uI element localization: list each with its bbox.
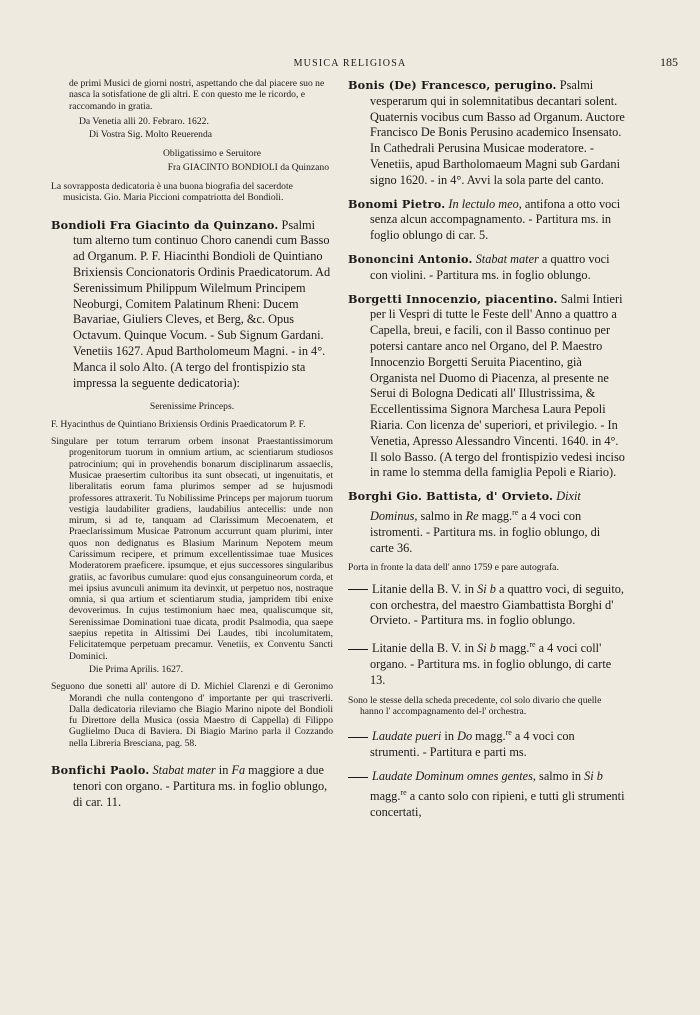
entry-heading: Borghi Gio. Battista, d' Orvieto. <box>348 489 554 504</box>
entry-heading: Borgetti Innocenzio, piacentino. <box>348 291 558 306</box>
entry-heading: Bondioli Fra Giacinto da Quinzano. <box>51 217 279 232</box>
dedication-author: F. Hyacinthus de Quintiano Brixiensis Ordinis Praedicatorum P. F. <box>51 418 306 430</box>
entry-heading: Bononcini Antonio. <box>348 251 473 266</box>
work-key: Si b <box>477 581 496 596</box>
letter-salutation: Di Vostra Sig. Molto Reuerenda <box>89 129 213 141</box>
biography-note: La sovrapposta dedicatoria è una buona biografia del sacerdote musicista. Gio. Maria Piccioni compatriotta del Bondioli. <box>51 181 293 204</box>
ditto-dash <box>348 589 368 590</box>
dedication-latin: Singulare per totum terrarum orbem insonat Praestantissimorum progenitorum tuorum in omnium artium, ac scientiarum studiosos patrocinium; qui in provehendis bonarum disciplinarum assaeclis, Musicae praesertim cultoribus ita sunt obsecati, ut ingenuitatis, et liberalitatis eorum fama plurimos semper ad se hujusmodi professores attraxerit. Tu Nobilissime Princeps per majorum tuorum vestigia laudabiliter gradiens, laudabilius antecellis: unde non mirum, si ad te, tanquam ad Clarissimum Mecoenatem, et Praeclarissimum Musicae Patronum accurrunt quam plurimi, inter quos non dedignatus es Blasium Marinum Nepotem meum Carissimum recipere, et primum excellentissimae tuae Musices Moderatorem praeficere. ipsumque, et ejus successores singularibus gratiis, ac favoribus cumulare: quod ejus consanguineorum corda, et mei ipsius avunculi animum ita devinxit, ut perpetuo nos, nostraque omnia, si qua artium et scientiarum studia, jampridem tibi enixe devoverimus. In cujus testimonium haec mea, qualiscumque sit, Serenissimae Dominationi tuae dicata, prodit Psalmodia, qua saepe saepius repetita in Altissimi Dei Laudes, tibi incolumitatem, Felicitatemque perpetuam precamur. Venetiis, ex Conventu Sancti Dominici. <box>51 436 333 662</box>
superscript: re <box>529 640 536 650</box>
dedication-date: Die Prima Aprilis. 1627. <box>89 663 184 675</box>
left-column <box>51 78 333 810</box>
work-key: Re <box>465 509 479 524</box>
sonnets-note: Seguono due sonetti all' autore di D. Michiel Clarenzi e di Geronimo Morandi che nulla contengono d' importante per qui trascriverli. Dalla dedicatoria rileviamo che Biagio Marino nipote del Bondioli fu Direttore della Musica (ossia Maestro di Cappella) di Filippo Guglielmo Duca di Baviera. Di Biagio Marino parla il Cozzando nella Libreria Bresciana, pag. 58. <box>51 681 333 749</box>
right-column <box>348 78 626 820</box>
entry-text: Salmi Intieri per li Vespri di tutte le Feste dell' Anno a quattro a Capella, breui, e facili, con il Basso continuo per potersi cantare anco nel Organo, del P. Maestro Innocenzio Borgetti Seruita Piacentino, già Organista nel Duomo di Piacenza, al presente ne Serui di Bologna Dedicati all' Illustrissima, & Eccellentissima Signora Marchesa Laura Pepoli Riaria. Con licenza de' superiori, et privilegio. - In Venetia, Apresso Alessandro Vincenti. 1640. in 4°. Il solo Basso. (A tergo del frontispizio vedesi inciso in rame lo stemma della famiglia Pepoli e Riario). <box>370 291 625 480</box>
orchestra-note: Sono le stesse della scheda precedente, col solo divario che quelle hanno l' accompagnamento del-l' orchestra. <box>348 694 602 717</box>
entry-text: a canto solo con ripieni, e tutti gli strumenti concertati, <box>370 788 625 819</box>
entry-text: a 4 voci con istromenti. - Partitura ms. in foglio oblungo, di carte 36. <box>370 509 601 555</box>
entry-text: antifona a otto voci senza alcun accompagnamento. - Partitura ms. in foglio oblungo di car. 5. <box>370 196 621 243</box>
entry-heading: Bonfichi Paolo. <box>51 763 150 778</box>
dedication-salutation: Serenissime Princeps. <box>149 401 235 413</box>
work-key: Fa <box>231 763 246 778</box>
entry-bononcini <box>348 252 626 284</box>
entry-text: Litanie della B. V. in <box>372 581 478 596</box>
work-title: Laudate pueri <box>372 729 442 744</box>
work-key: Do <box>457 729 473 744</box>
ditto-dash <box>348 777 368 778</box>
entry-text: a quattro voci, di seguito, con orchestra, del maestro Giambattista Borghi d' Orvieto. - Partitura ms. in foglio oblungo. <box>370 581 624 628</box>
entry-text: magg. <box>478 509 513 524</box>
entry-bonis <box>348 78 626 189</box>
work-key: Si b <box>477 641 496 656</box>
entry-litanie-1 <box>348 582 626 629</box>
entry-bondioli <box>51 218 333 392</box>
entry-text: in <box>215 763 232 778</box>
entry-text: magg. <box>472 729 506 744</box>
running-header: MUSICA RELIGIOSA <box>293 58 407 69</box>
entry-bonomi <box>348 197 626 244</box>
ditto-dash <box>348 737 368 738</box>
letter-intro: de primi Musici de giorni nostri, aspettando che dal piacere suo ne nasca la sotisfatione de gli altri. E con questo me le ricordo, e raccomando in gratia. <box>69 78 325 112</box>
autograph-note: Porta in fronte la data dell' anno 1759 e pare autografa. <box>348 562 559 574</box>
entry-text: magg. <box>495 641 530 656</box>
entry-text: magg. <box>370 788 401 803</box>
entry-text: salmo in <box>535 768 585 783</box>
superscript: re <box>400 787 407 797</box>
letter-date: Da Venetia alli 20. Febraro. 1622. <box>79 115 209 127</box>
letter-signature: Fra GIACINTO BONDIOLI da Quinzano <box>167 161 329 173</box>
entry-text: Psalmi vesperarum qui in solemnitatibus decantari solent. Quaternis vocibus cum Basso ad Organum. Auctore Francisco De Bonis Perusino academico Insensato. In Cathedrali Perusina Musicae moderatore. - Venetiis, apud Bartholomaeum Magni sub Gardani signo 1620. - in 4°. Avvi la sola parte del canto. <box>370 78 625 187</box>
entry-bonfichi <box>51 763 333 810</box>
entry-text: salmo in <box>417 509 466 524</box>
work-title: In lectulo meo, <box>448 196 522 211</box>
entry-text: a 4 voci coll' organo. - Partitura ms. in foglio oblungo, di carte 13. <box>370 641 612 687</box>
ditto-dash <box>348 649 368 650</box>
entry-laudate-pueri <box>348 725 626 761</box>
work-title: Stabat mater <box>152 763 216 778</box>
work-title: Dixit Dominus, <box>370 489 581 524</box>
superscript: re <box>512 507 519 517</box>
page-number: 185 <box>660 55 678 69</box>
entry-text: in <box>441 729 458 744</box>
entry-borghi <box>348 489 626 556</box>
entry-text: a quattro voci con violini. - Partitura ms. in foglio oblungo. <box>370 251 610 282</box>
work-key: Si b <box>584 768 603 783</box>
entry-text: a 4 voci con strumenti. - Partitura e parti ms. <box>370 729 575 760</box>
superscript: re <box>505 728 512 738</box>
entry-text: maggiore a due tenori con organo. - Partitura ms. in foglio oblungo, di car. 11. <box>73 763 328 809</box>
entry-text: Psalmi tum alterno tum continuo Choro canendi cum Basso ad Organum. P. F. Hiacinthi Bondioli de Quintiano Brixiensis Concionatoris Ordinis Praedicatorum. Ad Serenissimum Philippum Wilelmum Principem Neoburgi, Comitem Palatinum Rheni: Ducem Bavariae, Giuliers Cleves, et Berg, &c. Opus Octavum. Quinque Vocum. - Sub Signum Gardani. Venetiis 1627. Apud Bartholomeum Magni. - in 4°. Manca il solo Alto. (A tergo del frontispizio sta impressa la seguente dedicatoria): <box>73 217 331 390</box>
entry-litanie-2 <box>348 637 626 688</box>
work-title: Laudate Dominum omnes gentes, <box>372 768 536 783</box>
letter-closing: Obligatissimo e Seruitore <box>162 148 262 160</box>
work-title: Stabat mater <box>475 251 539 266</box>
entry-borgetti <box>348 292 626 482</box>
entry-heading: Bonomi Pietro. <box>348 196 446 211</box>
entry-text: Litanie della B. V. in <box>372 641 478 656</box>
entry-laudate-dominum <box>348 769 626 820</box>
entry-heading: Bonis (De) Francesco, perugino. <box>348 78 557 92</box>
